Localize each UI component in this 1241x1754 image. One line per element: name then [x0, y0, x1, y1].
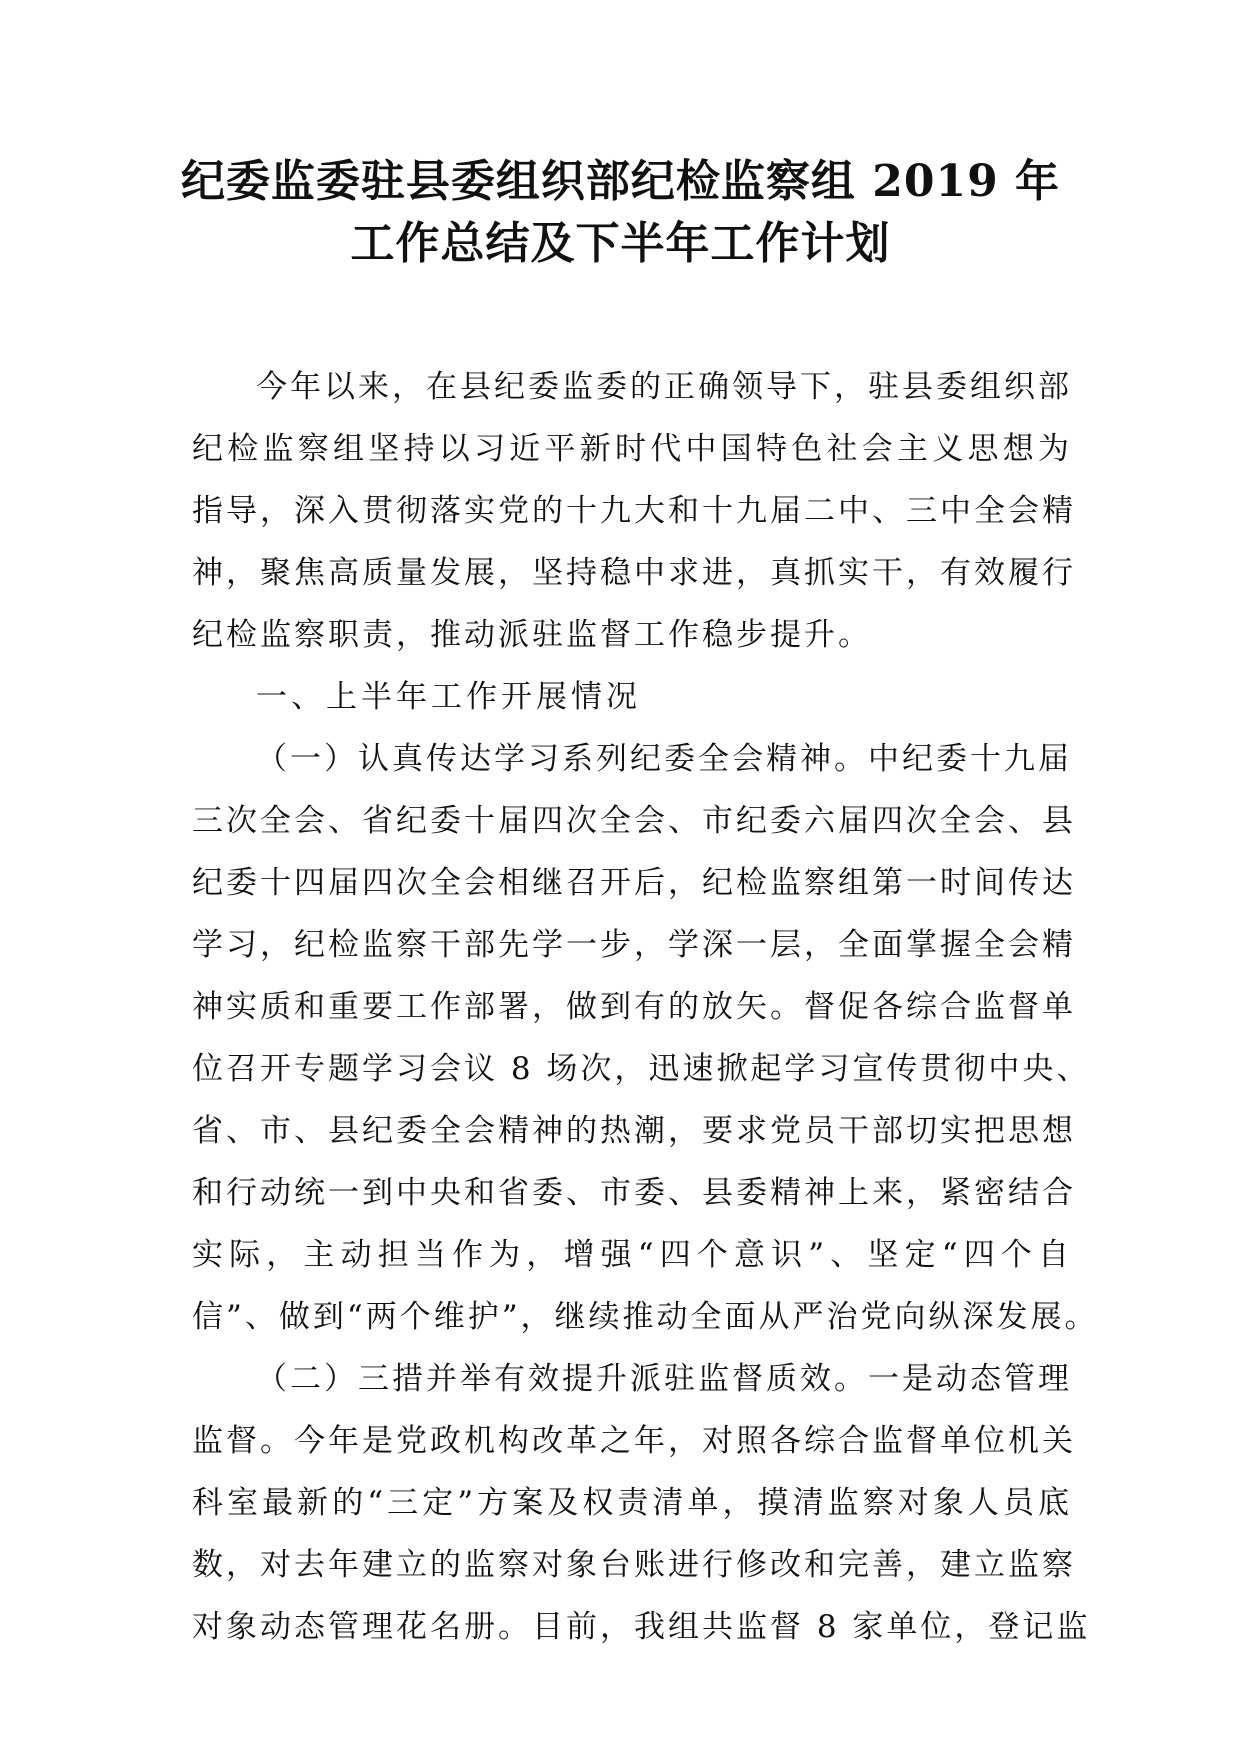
body-line: 神实质和重要工作部署，做到有的放矢。督促各综合监督单 [192, 989, 1076, 1025]
body-line: 和行动统一到中央和省委、市委、县委精神上来，紧密结合 [192, 1175, 1076, 1211]
body-line: 纪检监察职责，推动派驻监督工作稳步提升。 [192, 617, 872, 653]
body-line: 科室最新的“三定”方案及权责清单，摸清监察对象人员底 [192, 1485, 1072, 1521]
body-line: 对象动态管理花名册。目前，我组共监督 8 家单位，登记监 [192, 1609, 1091, 1645]
document-title-line-1: 纪委监委驻县委组织部纪检监察组 2019 年 [180, 156, 1061, 207]
body-line: 纪检监察组坚持以习近平新时代中国特色社会主义思想为 [192, 431, 1072, 467]
body-line: 省、市、县纪委全会精神的热潮，要求党员干部切实把思想 [192, 1113, 1076, 1149]
body-line: 监督。今年是党政机构改革之年，对照各综合监督单位机关 [192, 1423, 1076, 1459]
body-line: 信”、做到“两个维护”，继续推动全面从严治党向纵深发展。 [192, 1299, 1099, 1335]
document-body [192, 356, 1099, 1658]
body-line: 位召开专题学习会议 8 场次，迅速掀起学习宣传贯彻中央、 [192, 1051, 1091, 1087]
body-line: （一）认真传达学习系列纪委全会精神。中纪委十九届 [256, 741, 1072, 777]
body-line: （二）三措并举有效提升派驻监督质效。一是动态管理 [256, 1361, 1072, 1397]
body-line: 实际，主动担当作为，增强“四个意识”、坚定“四个自 [192, 1237, 1072, 1273]
body-line: 神，聚焦高质量发展，坚持稳中求进，真抓实干，有效履行 [192, 555, 1076, 591]
body-line: 纪委十四届四次全会相继召开后，纪检监察组第一时间传达 [192, 865, 1076, 901]
body-line: 数，对去年建立的监察对象台账进行修改和完善，建立监察 [192, 1547, 1076, 1583]
body-line: 指导，深入贯彻落实党的十九大和十九届二中、三中全会精 [192, 493, 1076, 529]
section-heading: 一、上半年工作开展情况 [256, 679, 641, 715]
body-line: 三次全会、省纪委十届四次全会、市纪委六届四次全会、县 [192, 803, 1076, 839]
body-line: 今年以来，在县纪委监委的正确领导下，驻县委组织部 [256, 369, 1072, 405]
body-line: 学习，纪检监察干部先学一步，学深一层，全面掌握全会精 [192, 927, 1076, 963]
document-title-line-2: 工作总结及下半年工作计划 [350, 218, 891, 269]
